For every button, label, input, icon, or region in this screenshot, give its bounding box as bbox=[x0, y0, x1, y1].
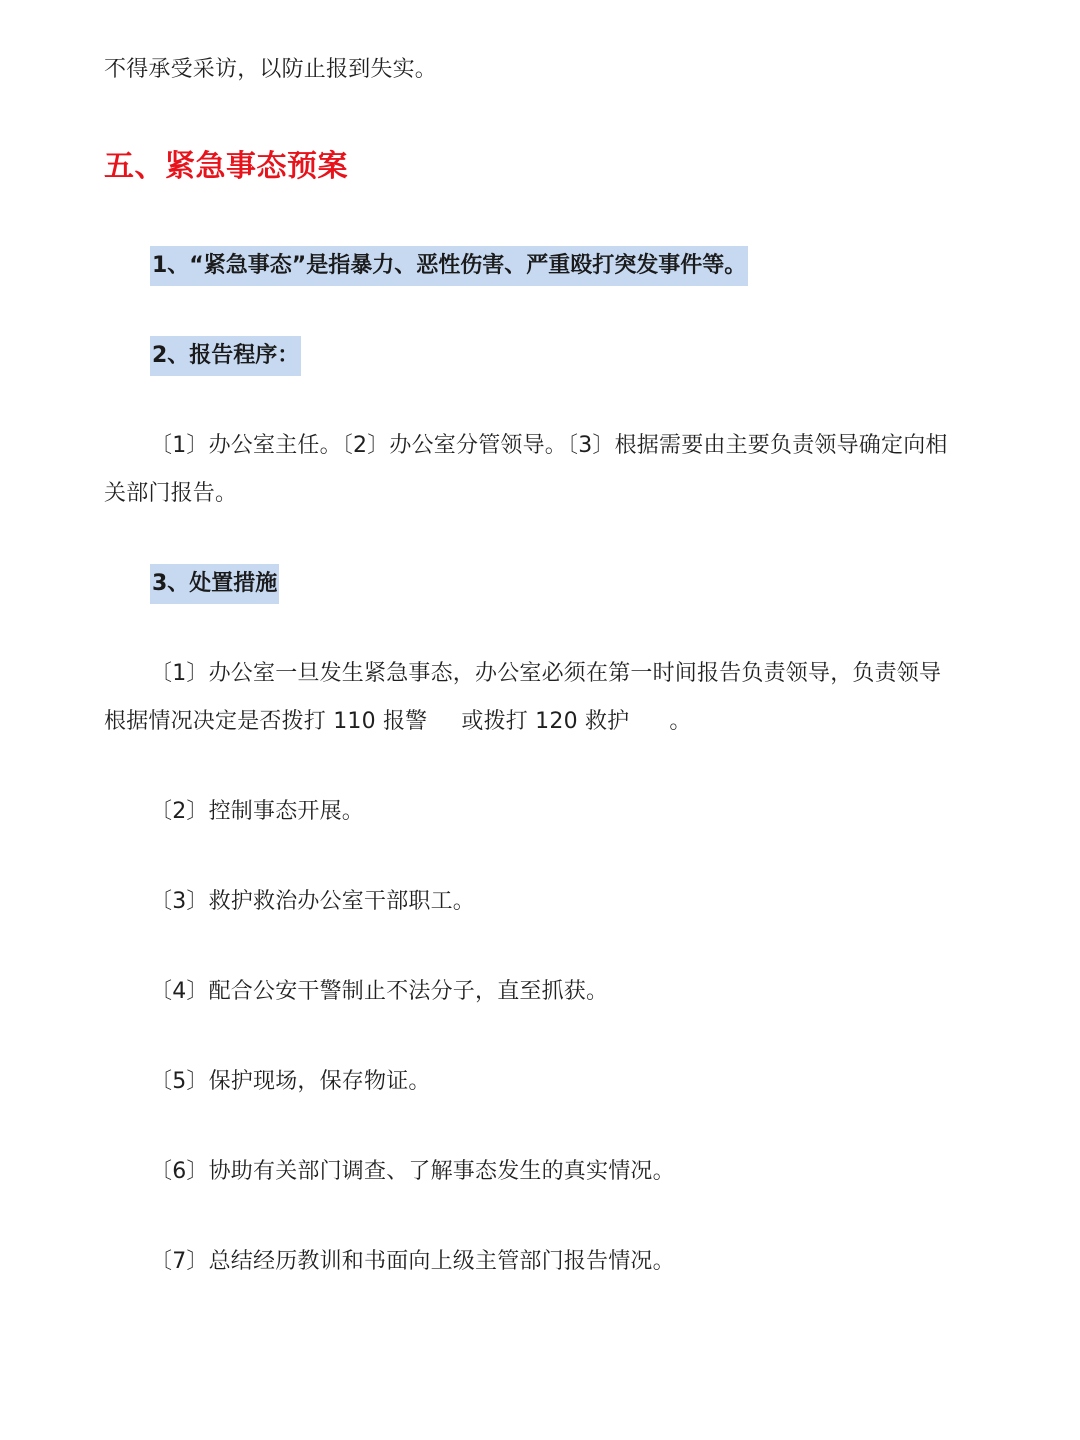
measure-item-6: 〔6〕协助有关部门调查、了解事态发生的真实情况。 bbox=[150, 1159, 675, 1184]
item3-heading: 3、处置措施 bbox=[150, 564, 279, 604]
measure1-line2 bbox=[104, 706, 692, 738]
measure-item-3: 〔3〕救护救治办公室干部职工。 bbox=[150, 889, 475, 914]
item2-text-line2: 关部门报告。 bbox=[104, 481, 238, 506]
measure-item-4: 〔4〕配合公安干警制止不法分子，直至抓获。 bbox=[150, 979, 609, 1004]
item2-text-line1: 〔1〕办公室主任。〔2〕办公室分管领导。〔3〕根据需要由主要负责领导确定向相 bbox=[150, 433, 948, 458]
item1-heading: 1、“紧急事态”是指暴力、恶性伤害、严重殴打突发事件等。 bbox=[150, 246, 748, 286]
measure1-line2-b: 或拨打 120 救护 bbox=[461, 709, 630, 734]
measure-item-2: 〔2〕控制事态开展。 bbox=[150, 799, 364, 824]
item2-heading: 2、报告程序： bbox=[150, 336, 301, 376]
intro-line: 不得承受采访，以防止报到失实。 bbox=[104, 57, 438, 82]
section-heading: 五、紧急事态预案 bbox=[104, 149, 348, 184]
measure1-line1: 〔1〕办公室一旦发生紧急事态，办公室必须在第一时间报告负责领导，负责领导 bbox=[150, 661, 942, 686]
measure1-line2-a: 根据情况决定是否拨打 110 报警 bbox=[104, 709, 428, 734]
measure-item-5: 〔5〕保护现场，保存物证。 bbox=[150, 1069, 431, 1094]
measure1-line2-c: 。 bbox=[669, 709, 692, 734]
measure-item-7: 〔7〕总结经历教训和书面向上级主管部门报告情况。 bbox=[150, 1249, 675, 1274]
